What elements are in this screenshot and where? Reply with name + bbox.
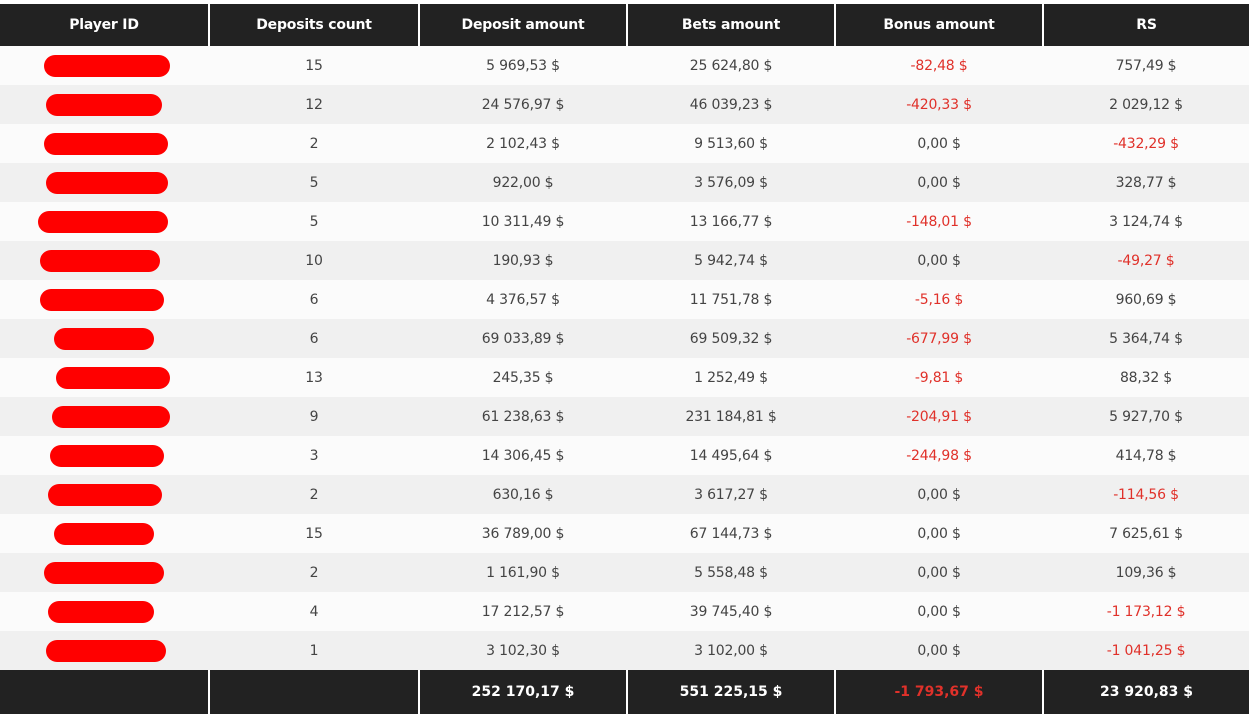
deposit-amount-cell: 69 033,89 $	[419, 319, 627, 358]
bets-amount-cell: 13 166,77 $	[627, 202, 835, 241]
deposit-amount-cell: 17 212,57 $	[419, 592, 627, 631]
player-id-cell[interactable]	[0, 319, 209, 358]
player-id-cell[interactable]	[0, 553, 209, 592]
redaction-mark	[54, 523, 154, 545]
deposits-count-cell: 2	[209, 553, 419, 592]
deposits-count-cell: 2	[209, 475, 419, 514]
redaction-mark	[52, 406, 170, 428]
table-row[interactable]	[0, 202, 1249, 241]
bets-amount-cell: 9 513,60 $	[627, 124, 835, 163]
table-row[interactable]	[0, 631, 1249, 670]
bonus-amount-cell: -244,98 $	[835, 436, 1043, 475]
player-id-cell[interactable]	[0, 631, 209, 670]
bets-amount-cell: 231 184,81 $	[627, 397, 835, 436]
deposits-count-cell: 6	[209, 280, 419, 319]
deposits-count-cell: 9	[209, 397, 419, 436]
rs-cell: -432,29 $	[1043, 124, 1249, 163]
rs-cell: 109,36 $	[1043, 553, 1249, 592]
player-id-cell[interactable]	[0, 514, 209, 553]
deposit-amount-cell: 5 969,53 $	[419, 46, 627, 85]
bonus-amount-cell: 0,00 $	[835, 553, 1043, 592]
redaction-mark	[50, 445, 164, 467]
header-player-id[interactable]: Player ID	[0, 4, 209, 46]
player-id-cell[interactable]	[0, 592, 209, 631]
redaction-mark	[40, 289, 164, 311]
header-rs[interactable]: RS	[1043, 4, 1249, 46]
deposit-amount-cell: 10 311,49 $	[419, 202, 627, 241]
player-id-cell[interactable]	[0, 436, 209, 475]
table-row[interactable]	[0, 397, 1249, 436]
bets-amount-cell: 5 942,74 $	[627, 241, 835, 280]
bonus-amount-cell: 0,00 $	[835, 631, 1043, 670]
redaction-mark	[48, 601, 154, 623]
total-bets-amount: 551 225,15 $	[627, 670, 835, 714]
bonus-amount-cell: -148,01 $	[835, 202, 1043, 241]
bets-amount-cell: 67 144,73 $	[627, 514, 835, 553]
bets-amount-cell: 5 558,48 $	[627, 553, 835, 592]
deposit-amount-cell: 922,00 $	[419, 163, 627, 202]
deposits-count-cell: 15	[209, 514, 419, 553]
total-bonus-amount: -1 793,67 $	[835, 670, 1043, 714]
deposit-amount-cell: 630,16 $	[419, 475, 627, 514]
table-row[interactable]	[0, 124, 1249, 163]
player-id-cell[interactable]	[0, 124, 209, 163]
table-row[interactable]	[0, 475, 1249, 514]
bonus-amount-cell: -9,81 $	[835, 358, 1043, 397]
redaction-mark	[40, 250, 160, 272]
rs-cell: -49,27 $	[1043, 241, 1249, 280]
bets-amount-cell: 3 576,09 $	[627, 163, 835, 202]
player-id-cell[interactable]	[0, 358, 209, 397]
table-row[interactable]	[0, 163, 1249, 202]
redaction-mark	[48, 484, 162, 506]
redaction-mark	[46, 172, 168, 194]
deposit-amount-cell: 61 238,63 $	[419, 397, 627, 436]
deposits-count-cell: 2	[209, 124, 419, 163]
deposits-count-cell: 5	[209, 202, 419, 241]
redaction-mark	[46, 640, 166, 662]
rs-cell: 414,78 $	[1043, 436, 1249, 475]
bonus-amount-cell: -677,99 $	[835, 319, 1043, 358]
rs-cell: -1 041,25 $	[1043, 631, 1249, 670]
bonus-amount-cell: 0,00 $	[835, 475, 1043, 514]
bets-amount-cell: 39 745,40 $	[627, 592, 835, 631]
bets-amount-cell: 46 039,23 $	[627, 85, 835, 124]
player-id-cell[interactable]	[0, 46, 209, 85]
table-row[interactable]	[0, 241, 1249, 280]
header-row	[0, 4, 1249, 46]
deposit-amount-cell: 190,93 $	[419, 241, 627, 280]
rs-cell: -114,56 $	[1043, 475, 1249, 514]
rs-cell: -1 173,12 $	[1043, 592, 1249, 631]
bets-amount-cell: 14 495,64 $	[627, 436, 835, 475]
rs-cell: 5 364,74 $	[1043, 319, 1249, 358]
redaction-mark	[44, 133, 168, 155]
bonus-amount-cell: -5,16 $	[835, 280, 1043, 319]
deposits-count-cell: 6	[209, 319, 419, 358]
rs-cell: 7 625,61 $	[1043, 514, 1249, 553]
total-deposit-amount: 252 170,17 $	[419, 670, 627, 714]
bonus-amount-cell: 0,00 $	[835, 241, 1043, 280]
player-id-cell[interactable]	[0, 280, 209, 319]
deposits-count-cell: 12	[209, 85, 419, 124]
bets-amount-cell: 1 252,49 $	[627, 358, 835, 397]
bets-amount-cell: 3 617,27 $	[627, 475, 835, 514]
bets-amount-cell: 11 751,78 $	[627, 280, 835, 319]
rs-cell: 328,77 $	[1043, 163, 1249, 202]
rs-cell: 88,32 $	[1043, 358, 1249, 397]
deposit-amount-cell: 36 789,00 $	[419, 514, 627, 553]
table-row[interactable]	[0, 592, 1249, 631]
redaction-mark	[44, 55, 170, 77]
deposit-amount-cell: 24 576,97 $	[419, 85, 627, 124]
deposits-count-cell: 1	[209, 631, 419, 670]
totals-row	[0, 670, 1249, 714]
table-row[interactable]	[0, 85, 1249, 124]
player-stats-table	[0, 4, 1249, 714]
bonus-amount-cell: 0,00 $	[835, 592, 1043, 631]
table-row[interactable]	[0, 46, 1249, 85]
bets-amount-cell: 25 624,80 $	[627, 46, 835, 85]
bonus-amount-cell: 0,00 $	[835, 163, 1043, 202]
deposits-count-cell: 5	[209, 163, 419, 202]
table-row[interactable]	[0, 358, 1249, 397]
rs-cell: 960,69 $	[1043, 280, 1249, 319]
header-deposit-amount[interactable]: Deposit amount	[419, 4, 627, 46]
bonus-amount-cell: 0,00 $	[835, 514, 1043, 553]
bonus-amount-cell: -82,48 $	[835, 46, 1043, 85]
player-id-cell[interactable]	[0, 475, 209, 514]
table-row[interactable]	[0, 280, 1249, 319]
redaction-mark	[46, 94, 162, 116]
table-row[interactable]	[0, 553, 1249, 592]
rs-cell: 3 124,74 $	[1043, 202, 1249, 241]
deposit-amount-cell: 245,35 $	[419, 358, 627, 397]
header-deposits-count[interactable]: Deposits count	[209, 4, 419, 46]
deposit-amount-cell: 14 306,45 $	[419, 436, 627, 475]
table-row[interactable]	[0, 514, 1249, 553]
player-id-cell[interactable]	[0, 85, 209, 124]
table-row[interactable]	[0, 319, 1249, 358]
deposit-amount-cell: 4 376,57 $	[419, 280, 627, 319]
player-id-cell[interactable]	[0, 163, 209, 202]
totals-empty-cell	[0, 670, 209, 714]
bonus-amount-cell: -204,91 $	[835, 397, 1043, 436]
table-body	[0, 46, 1249, 670]
player-id-cell[interactable]	[0, 241, 209, 280]
table-row[interactable]	[0, 436, 1249, 475]
totals-empty-cell	[209, 670, 419, 714]
header-bets-amount[interactable]: Bets amount	[627, 4, 835, 46]
redaction-mark	[54, 328, 154, 350]
deposits-count-cell: 15	[209, 46, 419, 85]
bets-amount-cell: 69 509,32 $	[627, 319, 835, 358]
deposits-count-cell: 10	[209, 241, 419, 280]
header-bonus-amount[interactable]: Bonus amount	[835, 4, 1043, 46]
rs-cell: 5 927,70 $	[1043, 397, 1249, 436]
total-rs: 23 920,83 $	[1043, 670, 1249, 714]
redaction-mark	[38, 211, 168, 233]
deposits-count-cell: 3	[209, 436, 419, 475]
bonus-amount-cell: 0,00 $	[835, 124, 1043, 163]
deposit-amount-cell: 2 102,43 $	[419, 124, 627, 163]
deposits-count-cell: 4	[209, 592, 419, 631]
player-id-cell[interactable]	[0, 397, 209, 436]
deposits-count-cell: 13	[209, 358, 419, 397]
deposit-amount-cell: 1 161,90 $	[419, 553, 627, 592]
deposit-amount-cell: 3 102,30 $	[419, 631, 627, 670]
redaction-mark	[44, 562, 164, 584]
player-id-cell[interactable]	[0, 202, 209, 241]
table-footer	[0, 670, 1249, 714]
redaction-mark	[56, 367, 170, 389]
table-header	[0, 4, 1249, 46]
rs-cell: 757,49 $	[1043, 46, 1249, 85]
bonus-amount-cell: -420,33 $	[835, 85, 1043, 124]
rs-cell: 2 029,12 $	[1043, 85, 1249, 124]
bets-amount-cell: 3 102,00 $	[627, 631, 835, 670]
